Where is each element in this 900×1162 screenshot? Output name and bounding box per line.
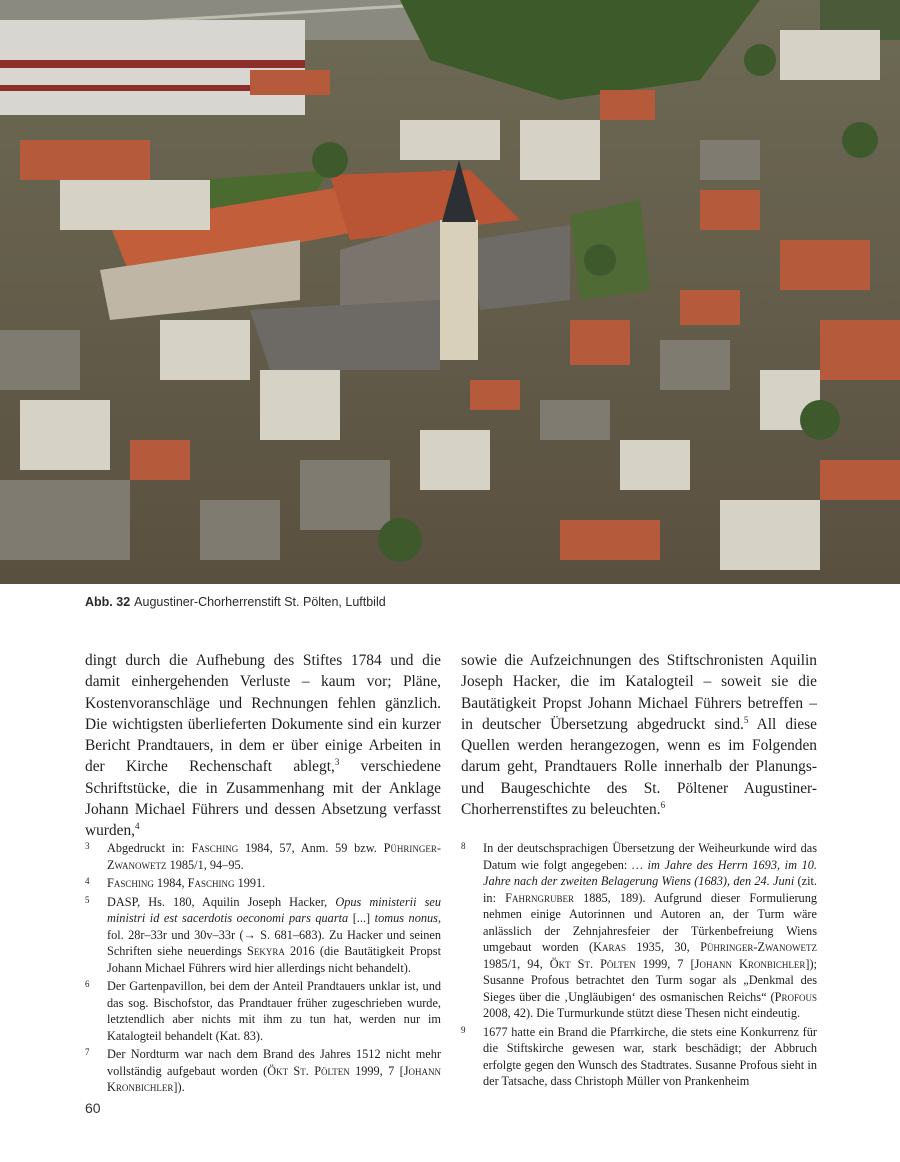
- footnote-5: 5 DASP, Hs. 180, Aquilin Joseph Hacker, Opus ministerii seu ministri id est sacerdotis oeconomi pars quarta [...] tomus nonus, fol. 28r–33r und 30v–33r (→ S. 681–683). Zu Hacker und seinen Schriften siehe neuerdings Sekyra 2016 (die Bautätigkeit Propst Johann Michael Führers wird hier allerdings nicht behandelt).: [85, 894, 442, 975]
- footnote-6: 6 Der Gartenpavillon, bei dem der Anteil Prandtauers unklar ist, und das sog. Bischofstor, das Prandtauer früher zugeschrieben wurde, letztendlich aber nichts mit ihm zu tun hat, werden nur im Katalogteil behandelt (Kat. 83).: [85, 979, 441, 1043]
- footnotes-left: [85, 840, 441, 1098]
- body-paragraph-left: dingt durch die Aufhebung des Stiftes 1784 und die damit einhergehenden Verluste – kaum vor; Pläne, Kostenvoranschläge und Rechnungen fehlen gänzlich. Die wichtigsten überlieferten Dokumente sind ein kurzer Bericht Prandtauers, in dem er über einige Arbeiten in der Kirche Rechenschaft ablegt,$^3$ verschiedene Schriftstücke, die in Zusammenhang mit der Anklage Johann Michael Führers und dessen Absetzung verfasst wurden,$^4$: [85, 652, 441, 840]
- footnote-4: 4 Fasching 1984, Fasching 1991.: [85, 876, 266, 890]
- figure-caption-text: Augustiner-Chorherrenstift St. Pölten, Luftbild: [134, 595, 386, 609]
- figure-label: Abb. 32: [85, 595, 131, 609]
- footnote-8: 8 In der deutschsprachigen Übersetzung der Weiheurkunde wird das Datum wie folgt angegeben: … im Jahre des Herrn 1693, im 10. Jahre nach der zweiten Belagerung Wiens (1683), den 24. Juni (zit. in: Fahrngruber 1885, 189). Aufgrund dieser Formulierung nehmen einige Autorinnen und Autoren an, der Turm wäre anlässlich der Zehnjahresfeier der Türkenbefreiung Wiens umgebaut worden (Karas 1935, 30, Pühringer-Zwanowetz 1985/1, 94, Ökt St. Pölten 1999, 7 [Johann Kronbichler]); Susanne Profous betrachtet den Turm sogar als „Denkmal des Sieges über die ‚Ungläubigen‘ des osmanischen Reichs“ (Profous 2008, 42). Die Turmurkunde stützt diese Thesen nicht eindeutig.: [461, 841, 817, 1020]
- figure-caption: [85, 595, 386, 609]
- footnote-7: 7 Der Nordturm war nach dem Brand des Jahres 1512 nicht mehr vollständig aufgebaut worden (Ökt St. Pölten 1999, 7 [Johann Kronbichler]).: [85, 1047, 441, 1094]
- footnote-ref[interactable]: 6: [660, 799, 666, 810]
- footnote-ref[interactable]: 3: [334, 757, 340, 768]
- footnote-9: 9 1677 hatte ein Brand die Pfarrkirche, die stets eine Konkurrenz für die Stiftskirche gewesen war, stark beschädigt; der Abbruch erfolgte gegen den Wunsch des Stadtrates. Susanne Profous sieht in der Tatsache, dass Christoph Müller von Prankenheim: [461, 1024, 817, 1088]
- footnote-ref[interactable]: 4: [135, 821, 140, 832]
- footnotes-right: [461, 840, 817, 1092]
- footnote-3: 3 Abgedruckt in: Fasching 1984, 57, Anm. 59 bzw. Pühringer-Zwanowetz 1985/1, 94–95.: [85, 841, 441, 872]
- body-paragraph-right: sowie die Aufzeichnungen des Stiftschronisten Aquilin Joseph Hacker, die im Katalogteil – soweit sie die Bautätigkeit Propst Johann Michael Führers betreffen – in deutscher Übersetzung abgedruckt sind.$^5$ All diese Quellen werden herangezogen, wenn es im Folgenden darum geht, Prandtauers Rolle innerhalb der Planungs- und Baugeschichte des St. Pöltener Augustiner-Chorherrenstiftes zu beleuchten.$^6$: [461, 652, 817, 819]
- body-column-left: [85, 650, 441, 842]
- page-number: 60: [85, 1100, 101, 1116]
- footnote-ref[interactable]: 5: [743, 714, 749, 725]
- body-column-right: [461, 650, 817, 820]
